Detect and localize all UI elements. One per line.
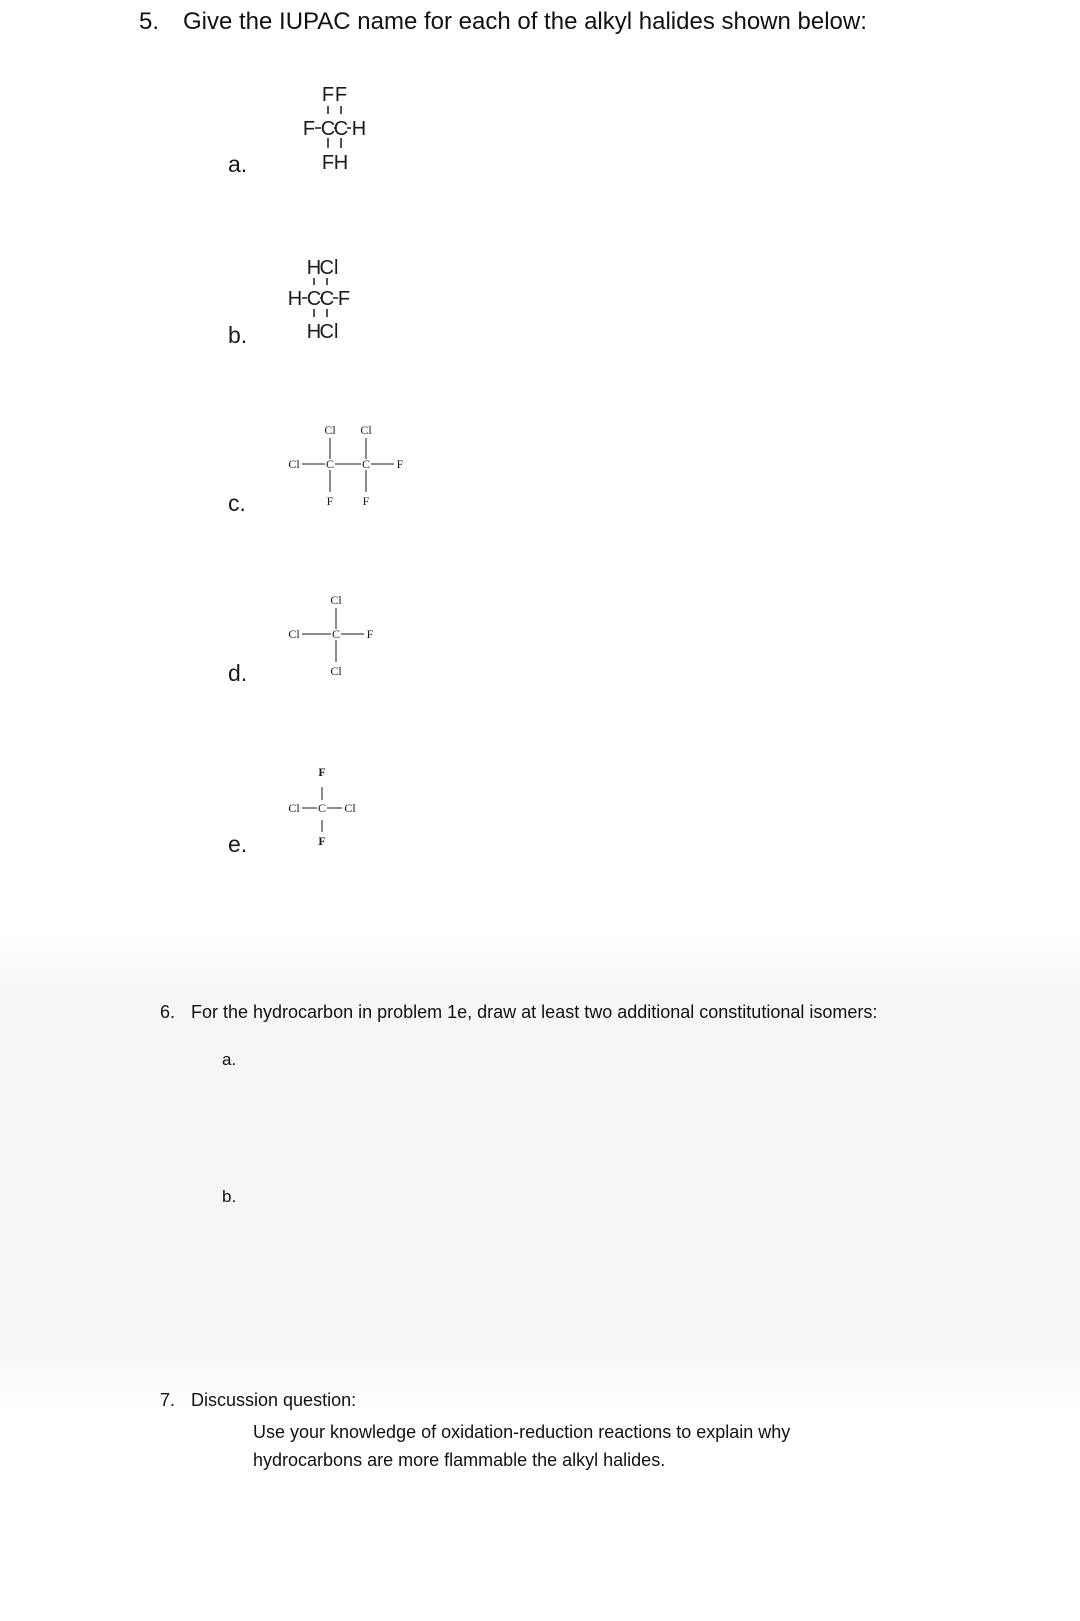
structure-e bbox=[280, 762, 380, 857]
atom-e-row-2: C bbox=[317, 801, 327, 815]
atom-b-row-3: C bbox=[319, 288, 335, 310]
atom-b-bottom-2: Cl bbox=[319, 321, 339, 343]
question-5-prompt: Give the IUPAC name for each of the alkyl halides shown below: bbox=[183, 8, 867, 35]
atom-d-row-1: Cl bbox=[288, 627, 300, 641]
atom-d-row-2: C bbox=[331, 627, 341, 641]
atom-c-row-4: F bbox=[396, 457, 404, 471]
question-6-part-b: b. bbox=[222, 1187, 237, 1206]
atom-a-row-3: C bbox=[333, 118, 349, 140]
atom-d-bottom-1: Cl bbox=[330, 664, 342, 678]
structure-a bbox=[296, 80, 376, 175]
atom-a-top-2: F bbox=[334, 84, 348, 106]
structure-c bbox=[280, 418, 420, 518]
item-d-label: d. bbox=[228, 660, 248, 686]
atom-c-bottom-1: F bbox=[326, 494, 334, 508]
question-5-heading bbox=[139, 8, 867, 36]
atom-a-top-1: F bbox=[321, 84, 335, 106]
atom-c-top-2: Cl bbox=[360, 423, 372, 437]
atom-c-row-2: C bbox=[325, 457, 335, 471]
structure-b bbox=[282, 252, 372, 347]
atom-c-row-1: Cl bbox=[288, 457, 300, 471]
atom-e-row-1: Cl bbox=[288, 801, 300, 815]
question-6-heading bbox=[160, 1002, 877, 1023]
question-6-number: 6. bbox=[160, 1002, 176, 1022]
atom-c-bottom-2: F bbox=[362, 494, 370, 508]
question-6-part-a: a. bbox=[222, 1050, 237, 1069]
atom-b-row-1: H bbox=[287, 288, 303, 310]
question-7-heading bbox=[160, 1390, 356, 1411]
atom-c-top-1: Cl bbox=[324, 423, 336, 437]
atom-b-bottom-1: H bbox=[306, 321, 322, 343]
question-7-title: Discussion question: bbox=[191, 1390, 357, 1410]
atom-a-row-4: H bbox=[351, 118, 367, 140]
item-b-label: b. bbox=[228, 322, 248, 348]
question-5-number: 5. bbox=[139, 8, 160, 35]
atom-e-top-1: F bbox=[318, 765, 326, 779]
atom-d-top-1: Cl bbox=[330, 593, 342, 607]
item-c-label: c. bbox=[228, 490, 246, 516]
atom-b-top-2: Cl bbox=[319, 257, 339, 279]
question-7-number: 7. bbox=[160, 1390, 176, 1410]
atom-e-bottom-1: F bbox=[318, 834, 326, 848]
atom-b-top-1: H bbox=[306, 257, 322, 279]
structure-d bbox=[280, 588, 390, 688]
atom-a-row-2: C bbox=[320, 118, 336, 140]
question-6-prompt: For the hydrocarbon in problem 1e, draw at least two additional constitutional isomers: bbox=[191, 1002, 878, 1022]
atom-b-row-4: F bbox=[337, 288, 351, 310]
atom-a-bottom-2: H bbox=[333, 152, 349, 174]
item-a-label: a. bbox=[228, 151, 248, 177]
atom-b-row-2: C bbox=[306, 288, 322, 310]
atom-a-bottom-1: F bbox=[321, 152, 335, 174]
atom-d-row-3: F bbox=[366, 627, 374, 641]
item-e-label: e. bbox=[228, 831, 248, 857]
atom-c-row-3: C bbox=[361, 457, 371, 471]
question-7-body: Use your knowledge of oxidation-reduction reactions to explain why hydrocarbons are more flammable the alkyl halides. bbox=[253, 1422, 791, 1470]
atom-a-row-1: F bbox=[302, 118, 316, 140]
atom-e-row-3: Cl bbox=[344, 801, 356, 815]
